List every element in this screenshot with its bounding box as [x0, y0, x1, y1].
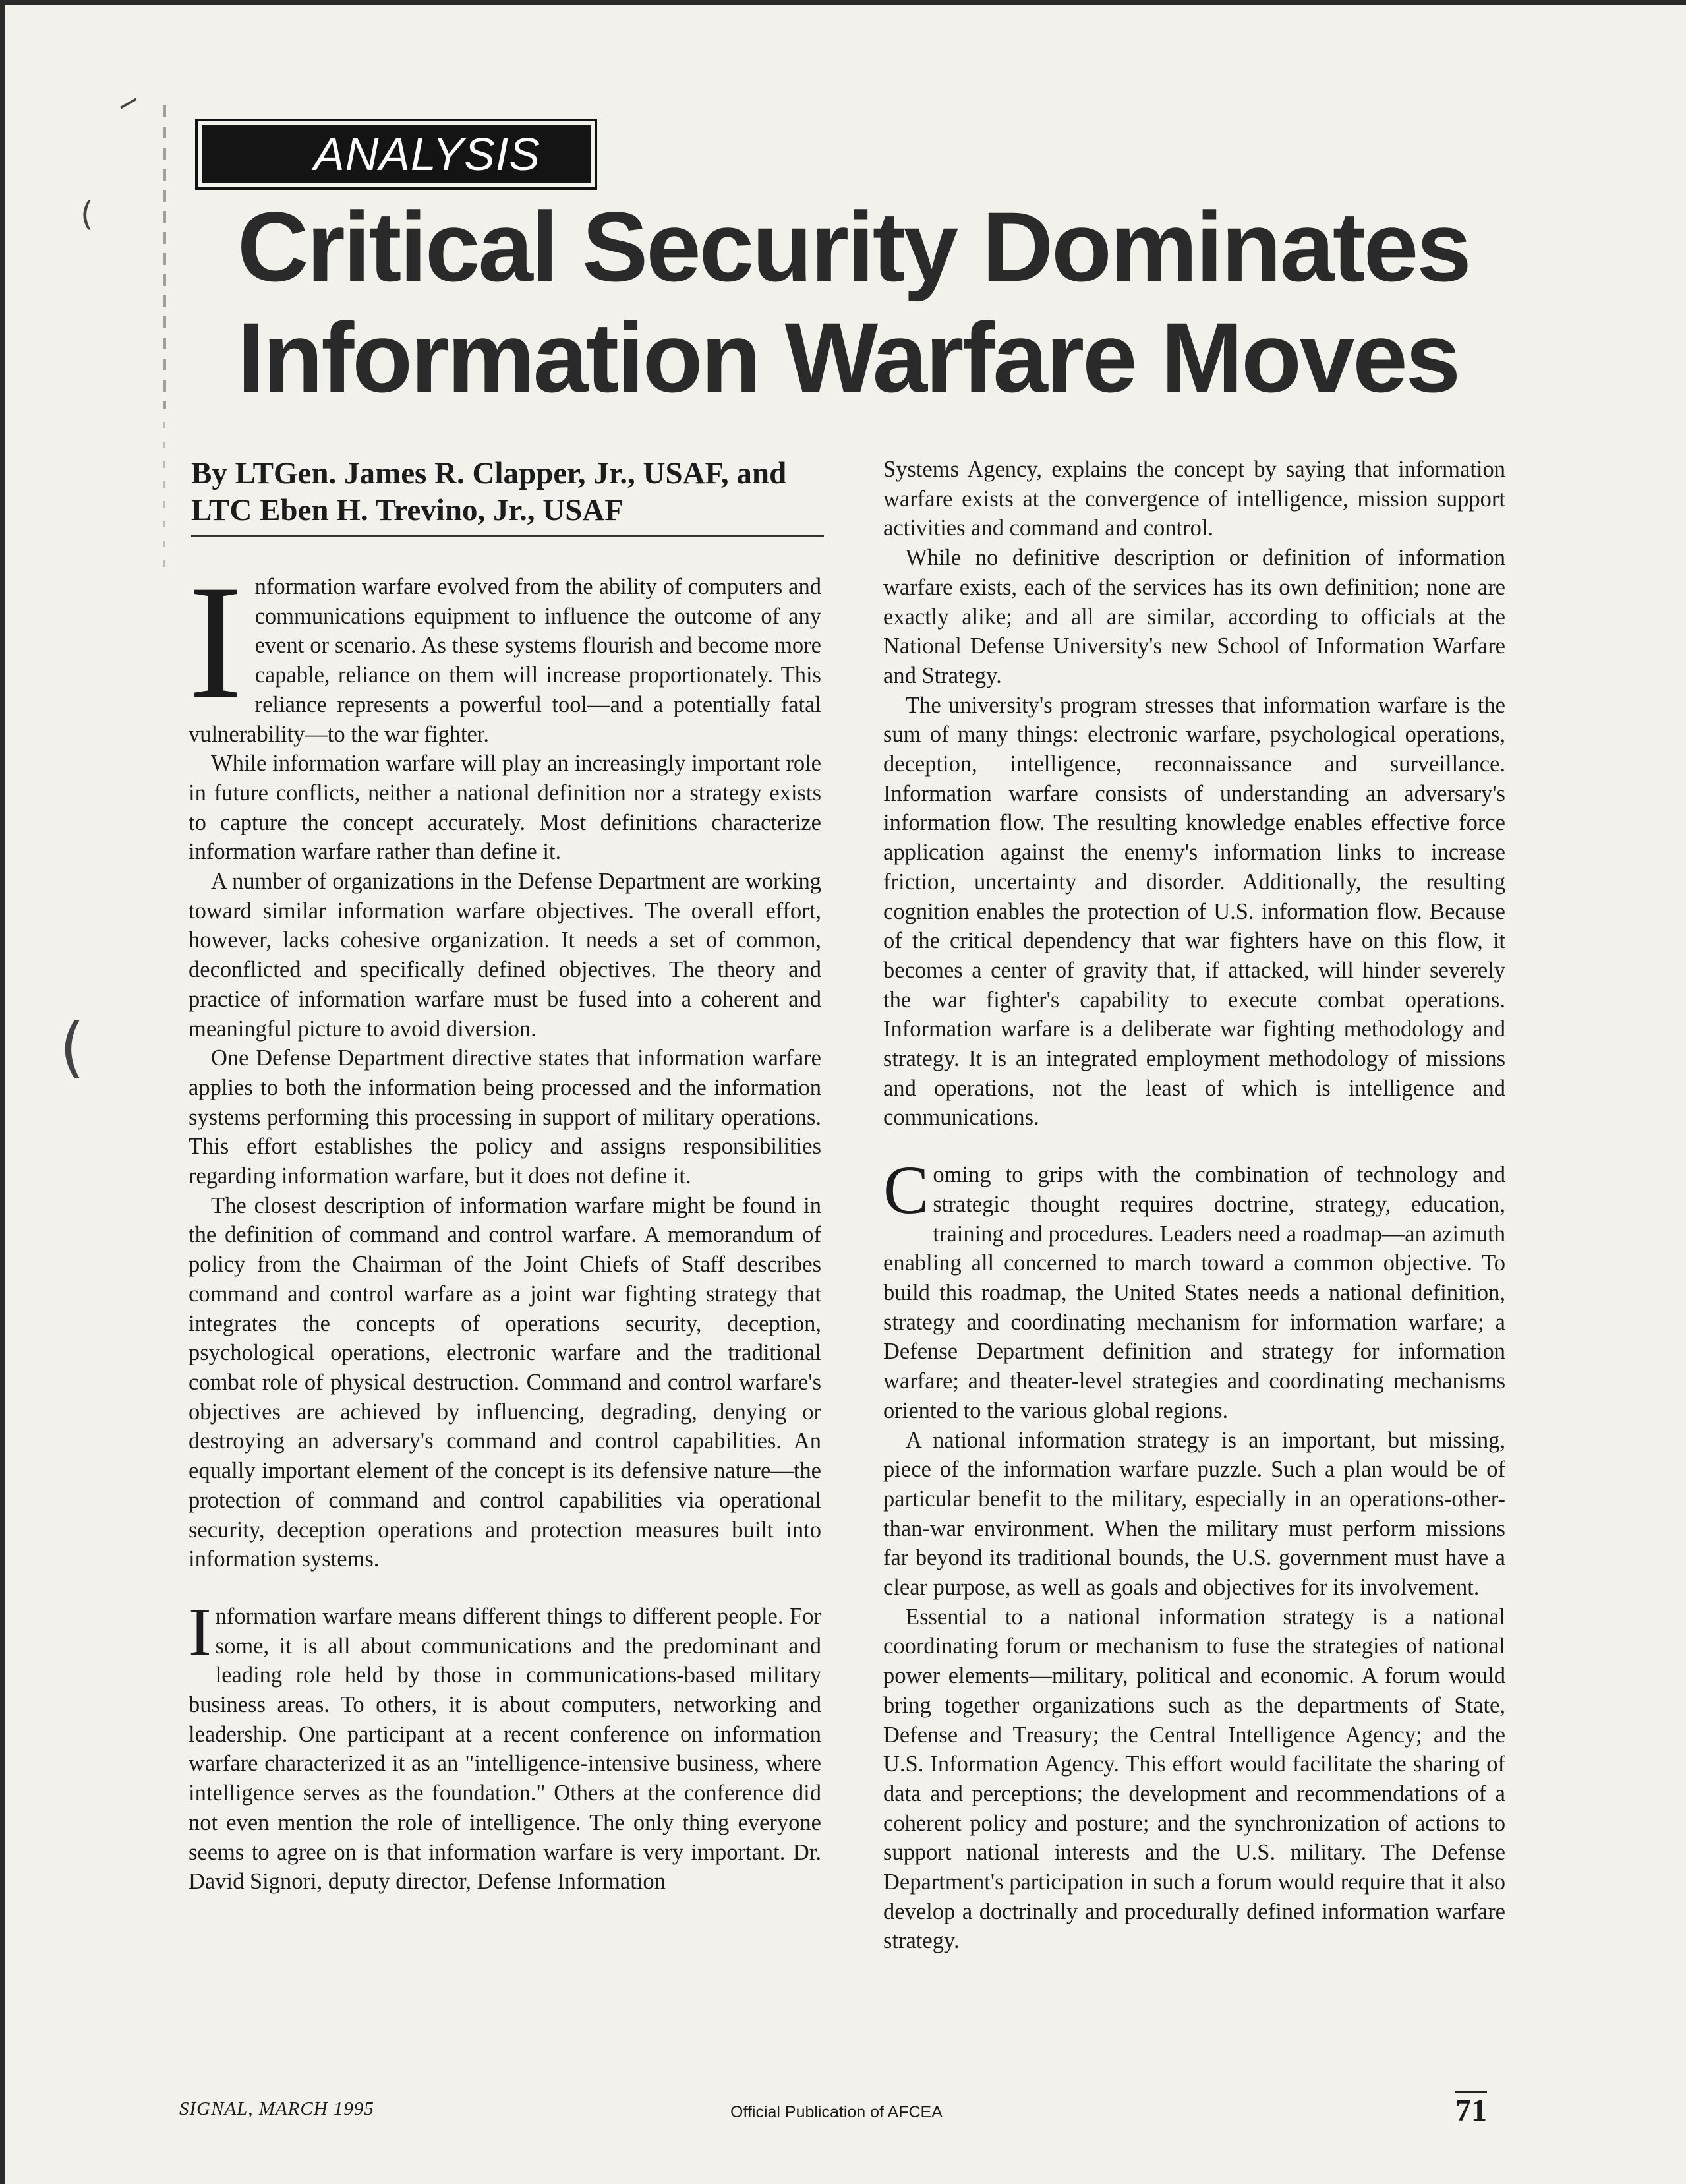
- footer-center-text: Official Publication of AFCEA: [730, 2103, 943, 2121]
- section-label-box: [195, 119, 597, 190]
- paragraph: [189, 551, 821, 749]
- paragraph: [189, 1593, 821, 1897]
- paragraph: A national information strategy is an important, but missing, piece of the information warfare puzzle. Such a plan would be of particular benefit to the military, especially in an operations-other-than-war environment. When the military must perform missions far beyond its traditional bounds, the U.S. government must have a clear purpose, as well as goals and objectives for its involvement.: [883, 1427, 1505, 1601]
- paper-curl-mark: (: [80, 195, 94, 233]
- headline-line-2: Information Warfare Moves: [237, 302, 1459, 413]
- paragraph: One Defense Department directive states that information warfare applies to both the information being processed and the information systems performing this processing in support of military operations. This effort establishes the policy and assigns responsibilities regarding information warfare, but it does not define it.: [189, 1046, 821, 1189]
- page-number: 71: [1455, 2091, 1487, 2127]
- paragraph-text: oming to grips with the combination of technology and strategic thought requires doctrine, strategy, education, training and procedures. Leaders need a roadmap—an azimuth enabling all concerned to march toward a common objective. To build this roadmap, the United States needs a national definition, strategy and coordinating mechanism for information warfare; a Defense Department definition and strategy for information warfare; and theater-level strategies and coordinating mechanisms oriented to the various global regions.: [883, 1162, 1505, 1423]
- paragraph: The university's program stresses that information warfare is the sum of many things: electronic warfare, psychological operations, deception, intelligence, reconnaissance and surveillance. Information warfare consists of understanding an adversary's information flow. The resulting knowledge enables effective force application against the enemy's information links to increase friction, uncertainty and disorder. Additionally, the resulting cognition enables the protection of U.S. information flow. Because of the critical dependency that war fighters have on this flow, it becomes a center of gravity that, if attacked, will hinder severely the war fighter's capability to execute combat operations. Information warfare is a deliberate war fighting methodology and strategy. It is an integrated employment methodology of missions and operations, not the least of which is intelligence and communications.: [883, 692, 1505, 1131]
- paragraph: A number of organizations in the Defense Department are working toward similar information warfare objectives. The overall effort, however, lacks cohesive organization. It needs a set of common, deconflicted and specifically defined objectives. The theory and practice of information warfare must be fused into a coherent and meaningful picture to avoid diversion.: [189, 869, 821, 1042]
- drop-cap: I: [189, 551, 243, 732]
- footer-publication: SIGNAL, MARCH 1995: [179, 2098, 374, 2119]
- paragraph: While information warfare will play an increasingly important role in future conflicts, neither a national definition nor a strategy exists to capture the concept accurately. Most definitions characterize information warfare rather than define it.: [189, 751, 821, 865]
- article-headline: [237, 191, 1555, 413]
- paragraph: Systems Agency, explains the concept by saying that information warfare exists at the convergence of intelligence, mission support activities and command and control.: [883, 457, 1505, 541]
- paragraph: Essential to a national information strategy is a national coordinating forum or mechanism to fuse the strategies of national power elements—military, political and economic. A forum would bring together organizations such as the departments of State, Defense and Treasury; the Central Intelligence Agency; and the U.S. Information Agency. This effort would facilitate the sharing of data and perceptions; the development and recommendations of a coherent policy and posture; and the synchronization of actions to support national interests and the U.S. military. The Defense Department's participation in such a forum would require that it also develop a doctrinally and procedurally defined information warfare strategy.: [883, 1604, 1505, 1954]
- paper-curl-mark-lower: (: [59, 1009, 86, 1086]
- drop-cap: I: [189, 1593, 212, 1670]
- section-label: ANALYSIS: [202, 125, 591, 183]
- pen-mark: ─: [113, 84, 145, 123]
- paragraph: The closest description of information warfare might be found in the definition of command and control warfare. A memorandum of policy from the Chairman of the Joint Chiefs of Staff describes command and control warfare as a joint war fighting strategy that integrates the concepts of operations security, deception, psychological operations, electronic warfare and the traditional combat role of physical destruction. Command and control warfare's objectives are achieved by influencing, degrading, denying or destroying an adversary's command and control capabilities. An equally important element of the concept is its defensive nature—the protection of command and control capabilities via operational security, deception operations and protection measures built into information systems.: [189, 1193, 821, 1572]
- byline-rule: [191, 535, 824, 537]
- paragraph: [883, 1152, 1505, 1425]
- byline-line-1: By LTGen. James R. Clapper, Jr., USAF, and: [191, 456, 787, 490]
- paragraph-text: nformation warfare evolved from the ability of computers and communications equipment to influence the outcome of any event or scenario. As these systems flourish and become more capable, reliance on them will increase proportionately. This reliance represents a powerful tool—and a potentially fatal vulnerability—to the war fighter.: [189, 574, 821, 747]
- drop-cap: C: [883, 1152, 929, 1229]
- binding-marks: [163, 105, 166, 409]
- paragraph-text: nformation warfare means different things to different people. For some, it is all about communications and the predominant and leading role held by those in communications-based military business areas. To others, it is about computers, networking and leadership. One participant at a recent conference on information warfare characterized it as an "intelligence-intensive business, where intelligence serves as the foundation." Others at the conference did not even mention the role of intelligence. The only thing everyone seems to agree on is that information warfare is very important. Dr. David Signori, deputy director, Defense Information: [189, 1603, 821, 1895]
- headline-line-1: Critical Security Dominates: [237, 191, 1470, 302]
- paragraph: While no definitive description or definition of information warfare exists, each of the services has its own definition; none are exactly alike; and all are similar, according to officials at the National Defense University's new School of Information Warfare and Strategy.: [883, 545, 1505, 688]
- right-column: [883, 455, 1505, 1956]
- byline-line-2: LTC Eben H. Trevino, Jr., USAF: [191, 493, 624, 527]
- binding-marks-lower: [163, 422, 165, 580]
- left-column: [189, 551, 821, 1897]
- scan-edge-top: [0, 0, 1686, 5]
- byline: [191, 455, 824, 529]
- scan-edge-left: [0, 0, 5, 2184]
